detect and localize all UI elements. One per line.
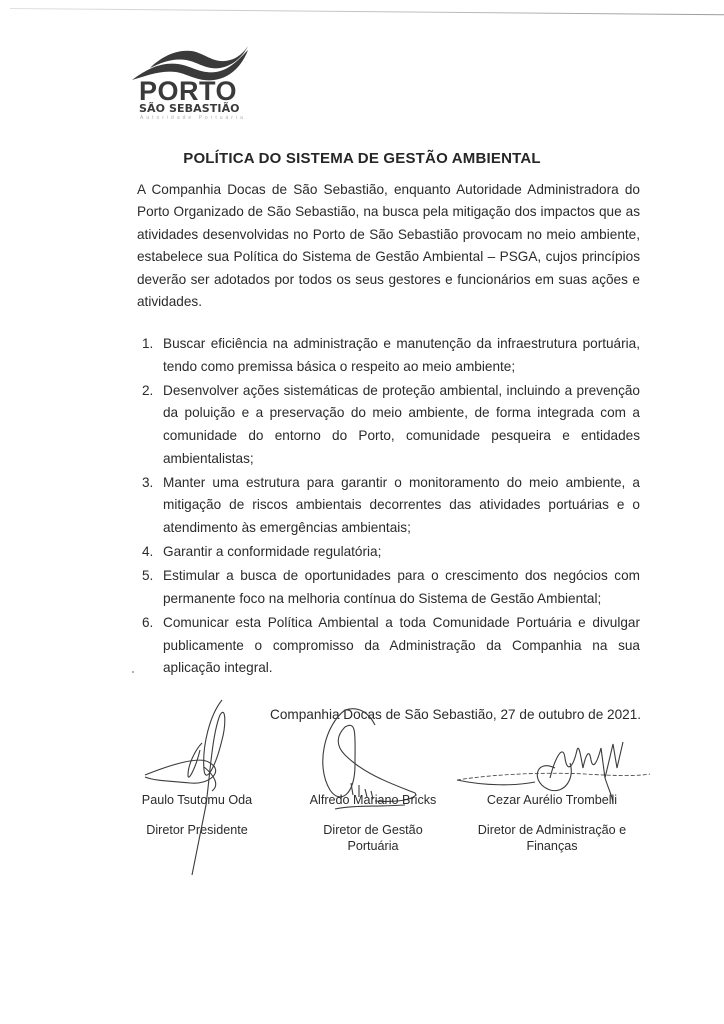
list-item: [137, 612, 640, 680]
policy-principles-list: [137, 333, 640, 681]
signatory-name: Paulo Tsutomu Oda: [141, 793, 253, 807]
signatory-cezar: [462, 792, 642, 854]
item-text: Manter uma estrutura para garantir o monitoramento do meio ambiente, a mitigação de riscos ambientais decorrentes das atividades portuárias e o atendimento às emergências ambientais;: [163, 474, 640, 535]
list-item: [137, 472, 640, 540]
place-and-date: Companhia Docas de São Sebastião, 27 de outubro de 2021.: [270, 707, 642, 722]
scan-edge-line: [10, 8, 724, 15]
signatory-role: Diretor Presidente: [146, 823, 248, 837]
item-text: Garantir a conformidade regulatória;: [163, 544, 382, 560]
item-number: 3.: [142, 474, 154, 490]
signatory-name: Alfredo Mariano Bricks: [309, 793, 437, 807]
item-number: 6.: [142, 615, 154, 631]
list-item: [137, 565, 640, 610]
signatory-paulo: [132, 792, 262, 838]
item-text: Buscar eficiência na administração e manutenção da infraestrutura portuária, tendo como premissa básica o respeito ao meio ambiente;: [163, 336, 640, 374]
signatory-role: Diretor de Gestão Portuária: [323, 823, 423, 853]
porto-sao-sebastiao-logo: [130, 44, 250, 124]
logo-city-text: SÃO SEBASTIÃO: [139, 102, 240, 115]
item-number: 4.: [142, 544, 154, 560]
signatory-alfredo: [298, 792, 448, 854]
item-text: Comunicar esta Política Ambiental a toda Comunidade Portuária e divulgar publicamente o compromisso da Administração da Companhia na sua aplicação integral.: [163, 615, 640, 676]
signature-paulo-icon: [140, 695, 250, 875]
signatory-name: Cezar Aurélio Trombelli: [486, 793, 618, 807]
list-item: [137, 380, 640, 470]
signatory-role: Diretor de Administração e Finanças: [477, 823, 627, 853]
intro-paragraph: A Companhia Docas de São Sebastião, enquanto Autoridade Administradora do Porto Organizado de São Sebastião, na busca pela mitigação dos impactos que as atividades desenvolvidas no Porto de São Sebastião provocam no meio ambiente, estabelece sua Política do Sistema de Gestão Ambiental – PSGA, cujos princípios deverão ser adotados por todos os seus gestores e funcionários em suas ações e atividades.: [137, 182, 640, 310]
logo-brand-text: PORTO: [139, 76, 238, 106]
item-number: 5.: [142, 568, 154, 584]
list-item: [137, 333, 640, 378]
item-text: Estimular a busca de oportunidades para o crescimento dos negócios com permanente foco na melhoria contínua do Sistema de Gestão Ambiental;: [163, 568, 640, 606]
document-title: POLÍTICA DO SISTEMA DE GESTÃO AMBIENTAL: [183, 150, 541, 167]
item-number: 1.: [142, 336, 154, 351]
item-number: 2.: [142, 382, 154, 398]
list-item: [137, 541, 640, 564]
logo-tagline: Autoridade Portuária: [140, 115, 246, 121]
scan-speck: [132, 671, 134, 673]
item-text: Desenvolver ações sistemáticas de proteção ambiental, incluindo a prevenção da poluição e a preservação do meio ambiente, de forma integrada com a comunidade do entorno do Porto, comunidade pesqueira e entidades ambientalistas;: [163, 382, 640, 466]
